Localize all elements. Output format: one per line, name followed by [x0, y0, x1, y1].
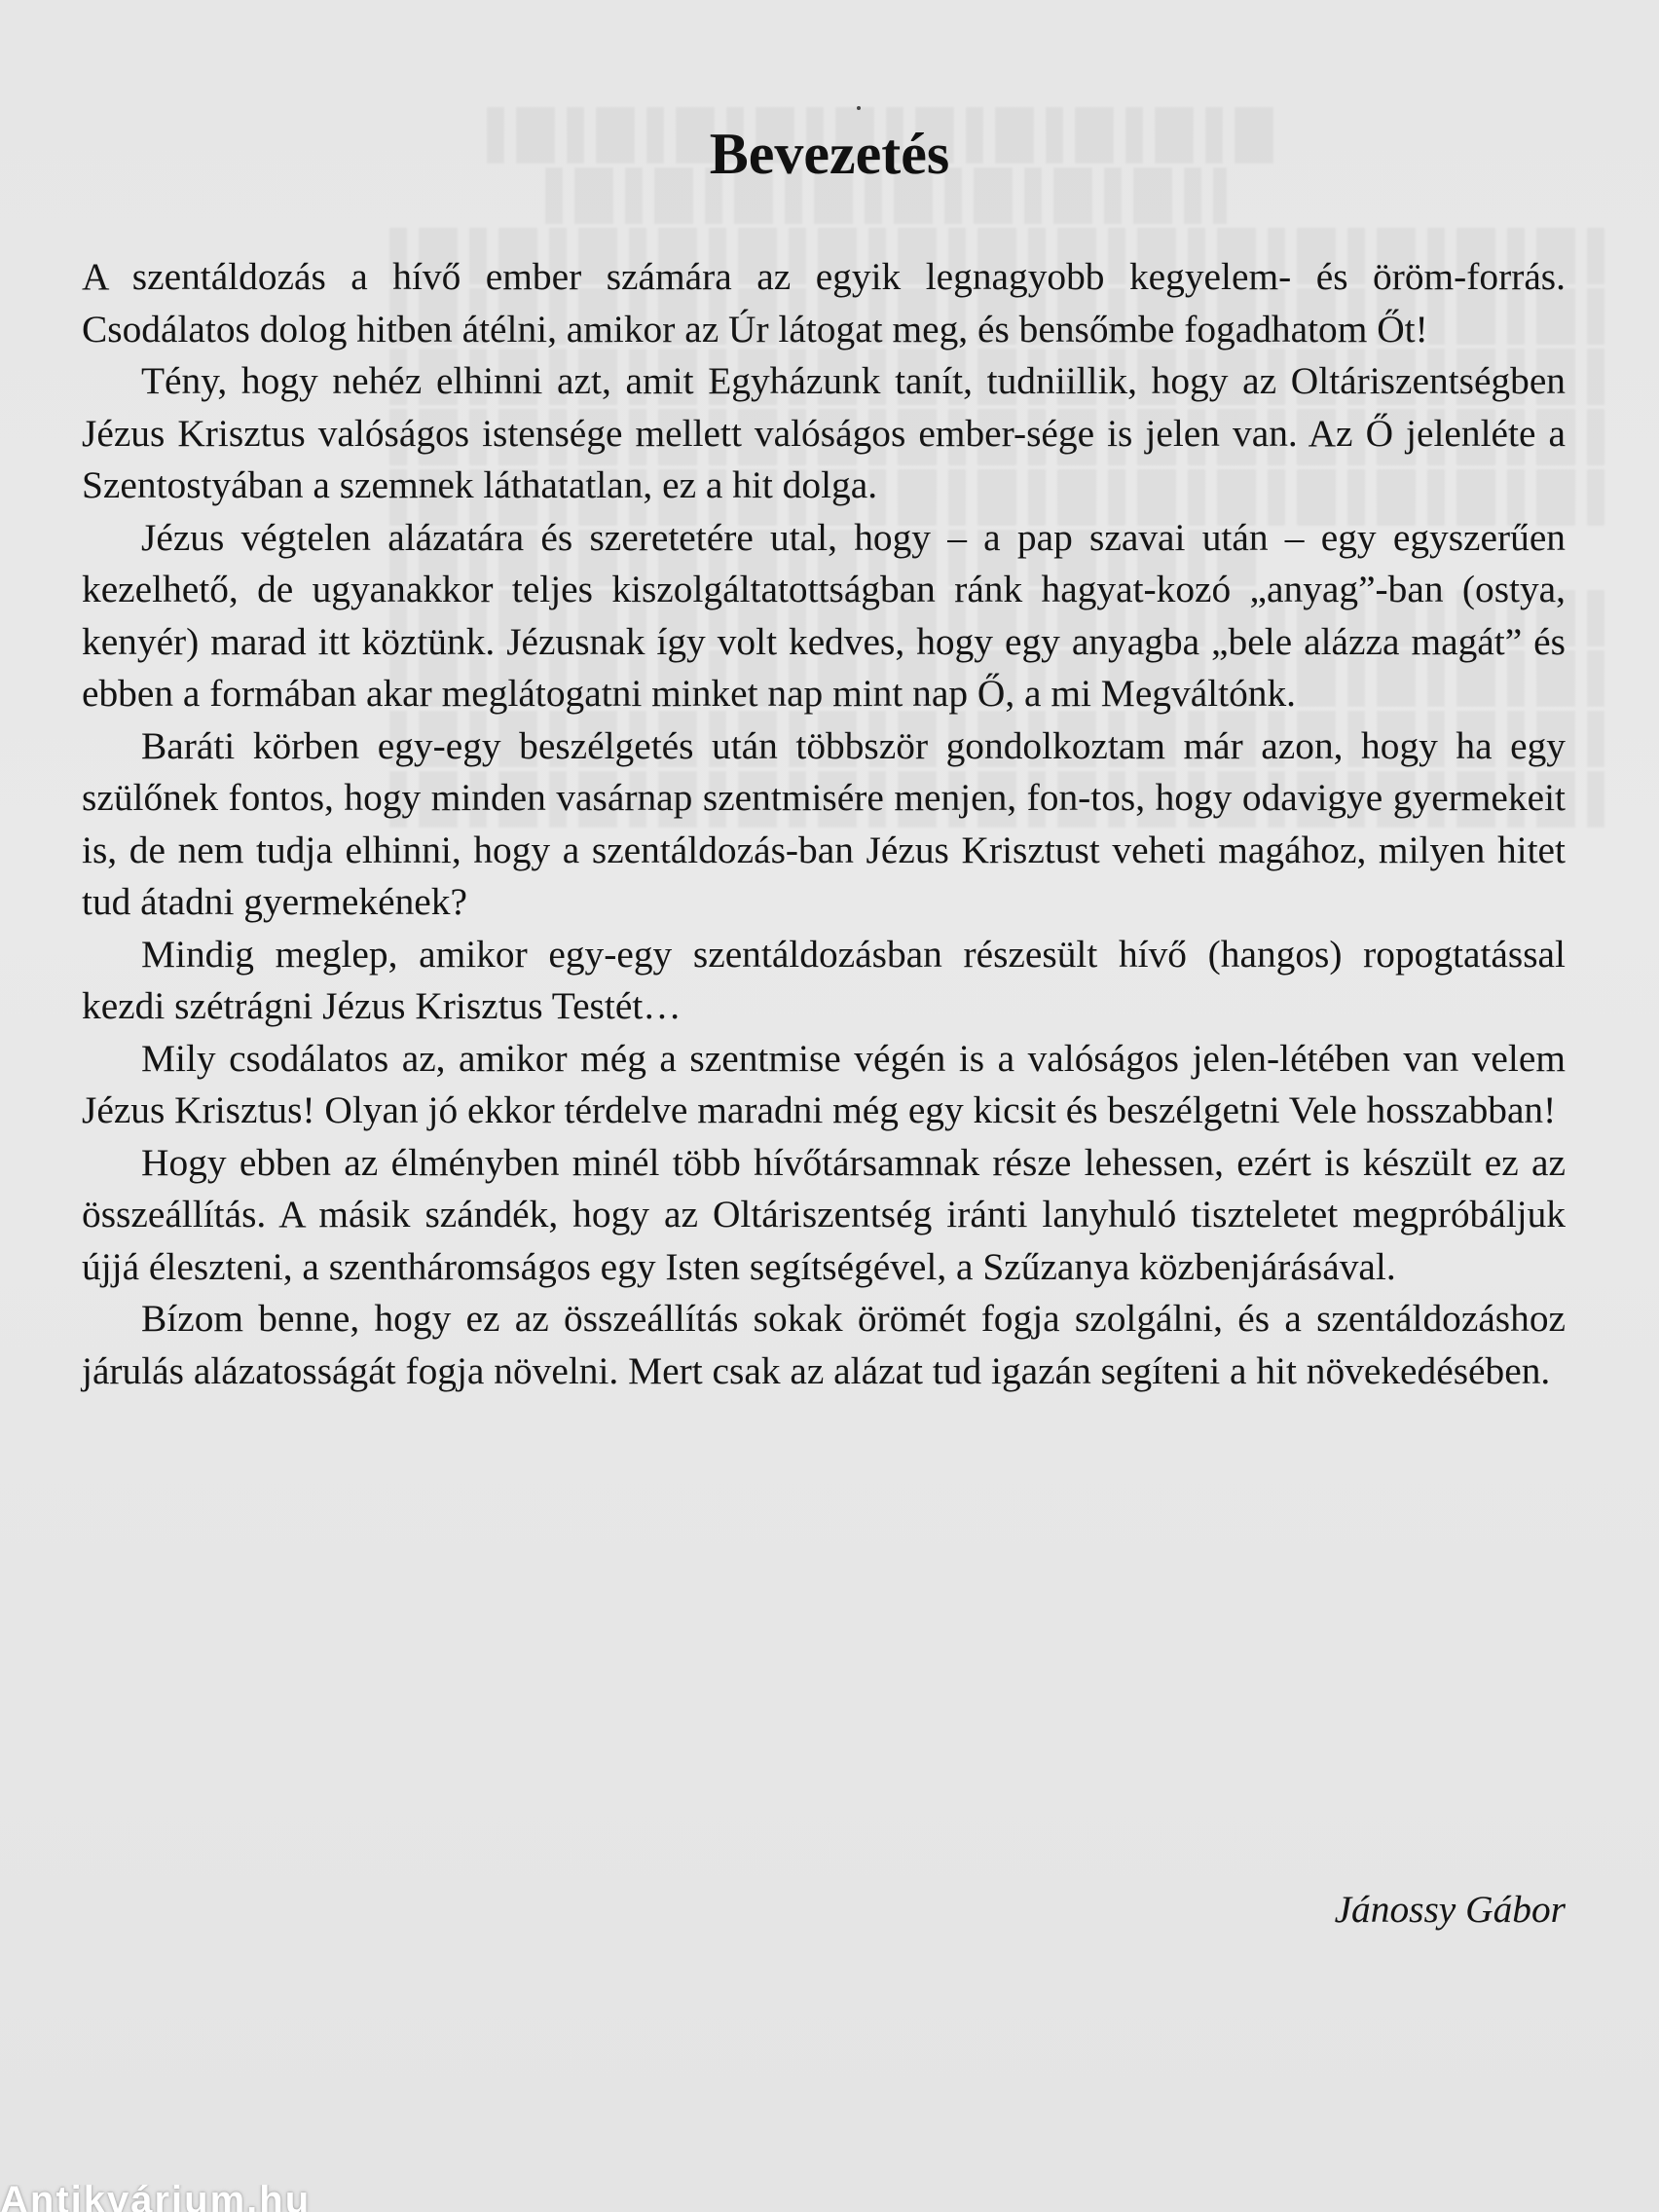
print-speck — [857, 106, 861, 110]
paragraph-1: A szentáldozás a hívő ember számára az egyik legnagyobb kegyelem- és öröm-forrás. Csodálatos dolog hitben átélni, amikor az Úr látogat meg, és bensőmbe fogadhatom Őt! — [82, 255, 1566, 350]
body-text — [82, 251, 1566, 1397]
paragraph-6: Mily csodálatos az, amikor még a szentmise végén is a valóságos jelen-létében van velem Jézus Krisztus! Olyan jó ekkor térdelve maradni még egy kicsit és beszélgetni Vele hosszabban! — [82, 1036, 1566, 1131]
author-signature: Jánossy Gábor — [1334, 1888, 1566, 1931]
paragraph-3: Jézus végtelen alázatára és szeretetére utal, hogy – a pap szavai után – egy egyszerűen kezelhető, de ugyanakkor teljes kiszolgáltatottságban ránk hagyat-kozó „anyag”-ban (ostya, kenyér) marad itt köztünk. Jézusnak így volt kedves, hogy egy anyagba „bele alázza magát” és ebben a formában akar meglátogatni minket nap mint nap Ő, a mi Megváltónk. — [82, 515, 1566, 715]
paragraph-4: Baráti körben egy-egy beszélgetés után többször gondolkoztam már azon, hogy ha egy szülőnek fontos, hogy minden vasárnap szentmisére menjen, fon-tos, hogy odavigye gyermekeit is, de nem tudja elhinni, hogy a szentáldozás-ban Jézus Krisztust veheti magához, milyen hitet tud átadni gyermekének? — [82, 723, 1566, 923]
watermark-text: Antikvárium.hu — [0, 2185, 312, 2212]
page-title: Bevezetés — [709, 122, 950, 186]
paragraph-8: Bízom benne, hogy ez az összeállítás sokak örömét fogja szolgálni, és a szentáldozáshoz járulás alázatosságát fogja növelni. Mert csak az alázat tud igazán segíteni a hit növekedésében. — [82, 1297, 1566, 1392]
paragraph-2: Tény, hogy nehéz elhinni azt, amit Egyházunk tanít, tudniillik, hogy az Oltáriszentségben Jézus Krisztus valóságos istensége mellett valóságos ember-sége is jelen van. Az Ő jelenléte a Szentostyában a szemnek láthatatlan, ez a hit dolga. — [82, 359, 1566, 506]
site-watermark — [0, 2185, 370, 2212]
paragraph-5: Mindig meglep, amikor egy-egy szentáldozásban részesült hívő (hangos) ropogtatással kezdi szétrágni Jézus Krisztus Testét… — [82, 932, 1566, 1027]
paragraph-7: Hogy ebben az élményben minél több hívőtársamnak része lehessen, ezért is készült ez az összeállítás. A másik szándék, hogy az Oltáriszentség iránti lanyhuló tiszteletet megpróbáljuk újjá éleszteni, a szentháromságos egy Isten segítségével, a Szűzanya közbenjárásával. — [82, 1140, 1566, 1288]
